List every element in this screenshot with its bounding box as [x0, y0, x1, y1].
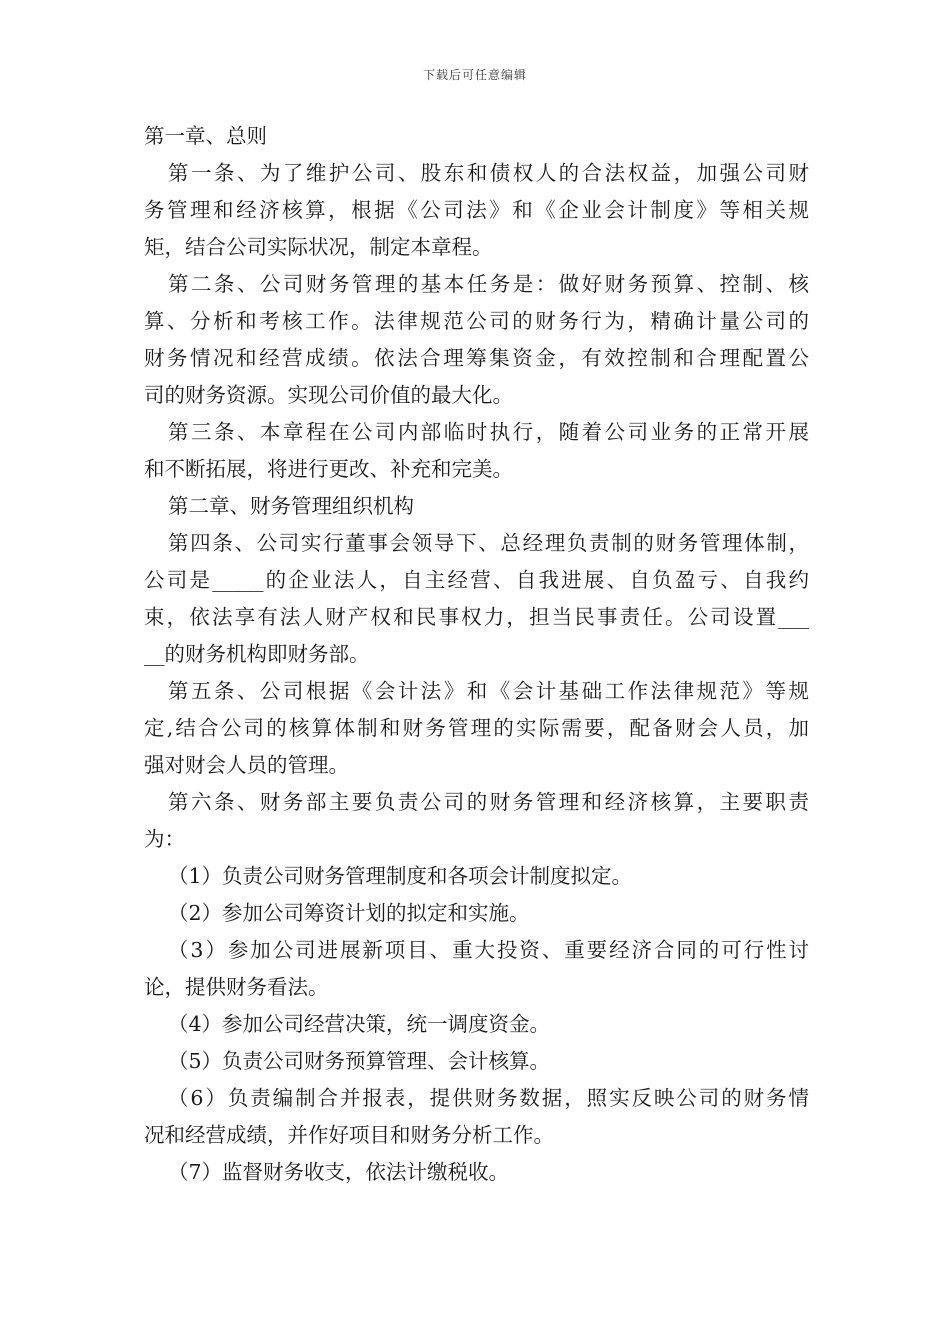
text-line: 司的财务资源。实现公司价值的最大化。 [144, 383, 513, 407]
text-line: 第六条、财务部主要负责公司的财务管理和经济核算，主要职责 [168, 790, 809, 814]
text-line: 第二章、财务管理组织机构 [168, 494, 414, 518]
text-line: （3）参加公司进展新项目、重大投资、重要经济合同的可行性讨 [168, 938, 809, 962]
text-line: 第三条、本章程在公司内部临时执行，随着公司业务的正常开展 [168, 420, 809, 444]
text-line: 束，依法享有法人财产权和民事权力，担当民事责任。公司设置___ [144, 605, 809, 629]
text-line: （6）负责编制合并报表，提供财务数据，照实反映公司的财务情 [168, 1086, 809, 1110]
text-line: 第一章、总则 [144, 124, 267, 148]
text-line: 第二条、公司财务管理的基本任务是：做好财务预算、控制、核 [168, 272, 809, 296]
text-line: 公司是_____的企业法人，自主经营、自我进展、自负盈亏、自我约 [144, 568, 809, 592]
text-line: （7）监督财务收支，依法计缴税收。 [168, 1160, 510, 1184]
text-line: 第四条、公司实行董事会领导下、总经理负责制的财务管理体制， [168, 531, 809, 555]
text-line: （1）负责公司财务管理制度和各项会计制度拟定。 [168, 864, 633, 888]
text-line: 论，提供财务看法。 [144, 975, 329, 999]
page-header: 下载后可任意编辑 [422, 68, 527, 82]
document-body [144, 118, 809, 1191]
text-line: （2）参加公司筹资计划的拟定和实施。 [168, 901, 530, 925]
text-line: 况和经营成绩，并作好项目和财务分析工作。 [144, 1123, 554, 1147]
text-line: （4）参加公司经营决策，统一调度资金。 [168, 1012, 551, 1036]
text-line: 第一条、为了维护公司、股东和债权人的合法权益，加强公司财 [168, 161, 809, 185]
text-line: 算、分析和考核工作。法律规范公司的财务行为，精确计量公司的 [144, 309, 809, 333]
text-line: 务管理和经济核算，根据《公司法》和《企业会计制度》等相关规 [144, 198, 809, 222]
text-line: __的财务机构即财务部。 [144, 642, 370, 666]
text-line: 强对财会人员的管理。 [144, 753, 349, 777]
text-line: 和不断拓展，将进行更改、补充和完美。 [144, 457, 513, 481]
text-line: 财务情况和经营成绩。依法合理筹集资金，有效控制和合理配置公 [144, 346, 809, 370]
text-line: 定,结合公司的核算体制和财务管理的实际需要，配备财会人员，加 [144, 716, 809, 740]
text-line: 为： [144, 827, 185, 851]
text-line: 第五条、公司根据《会计法》和《会计基础工作法律规范》等规 [168, 679, 809, 703]
text-line: （5）负责公司财务预算管理、会计核算。 [168, 1049, 551, 1073]
text-line: 矩，结合公司实际状况，制定本章程。 [144, 235, 493, 259]
